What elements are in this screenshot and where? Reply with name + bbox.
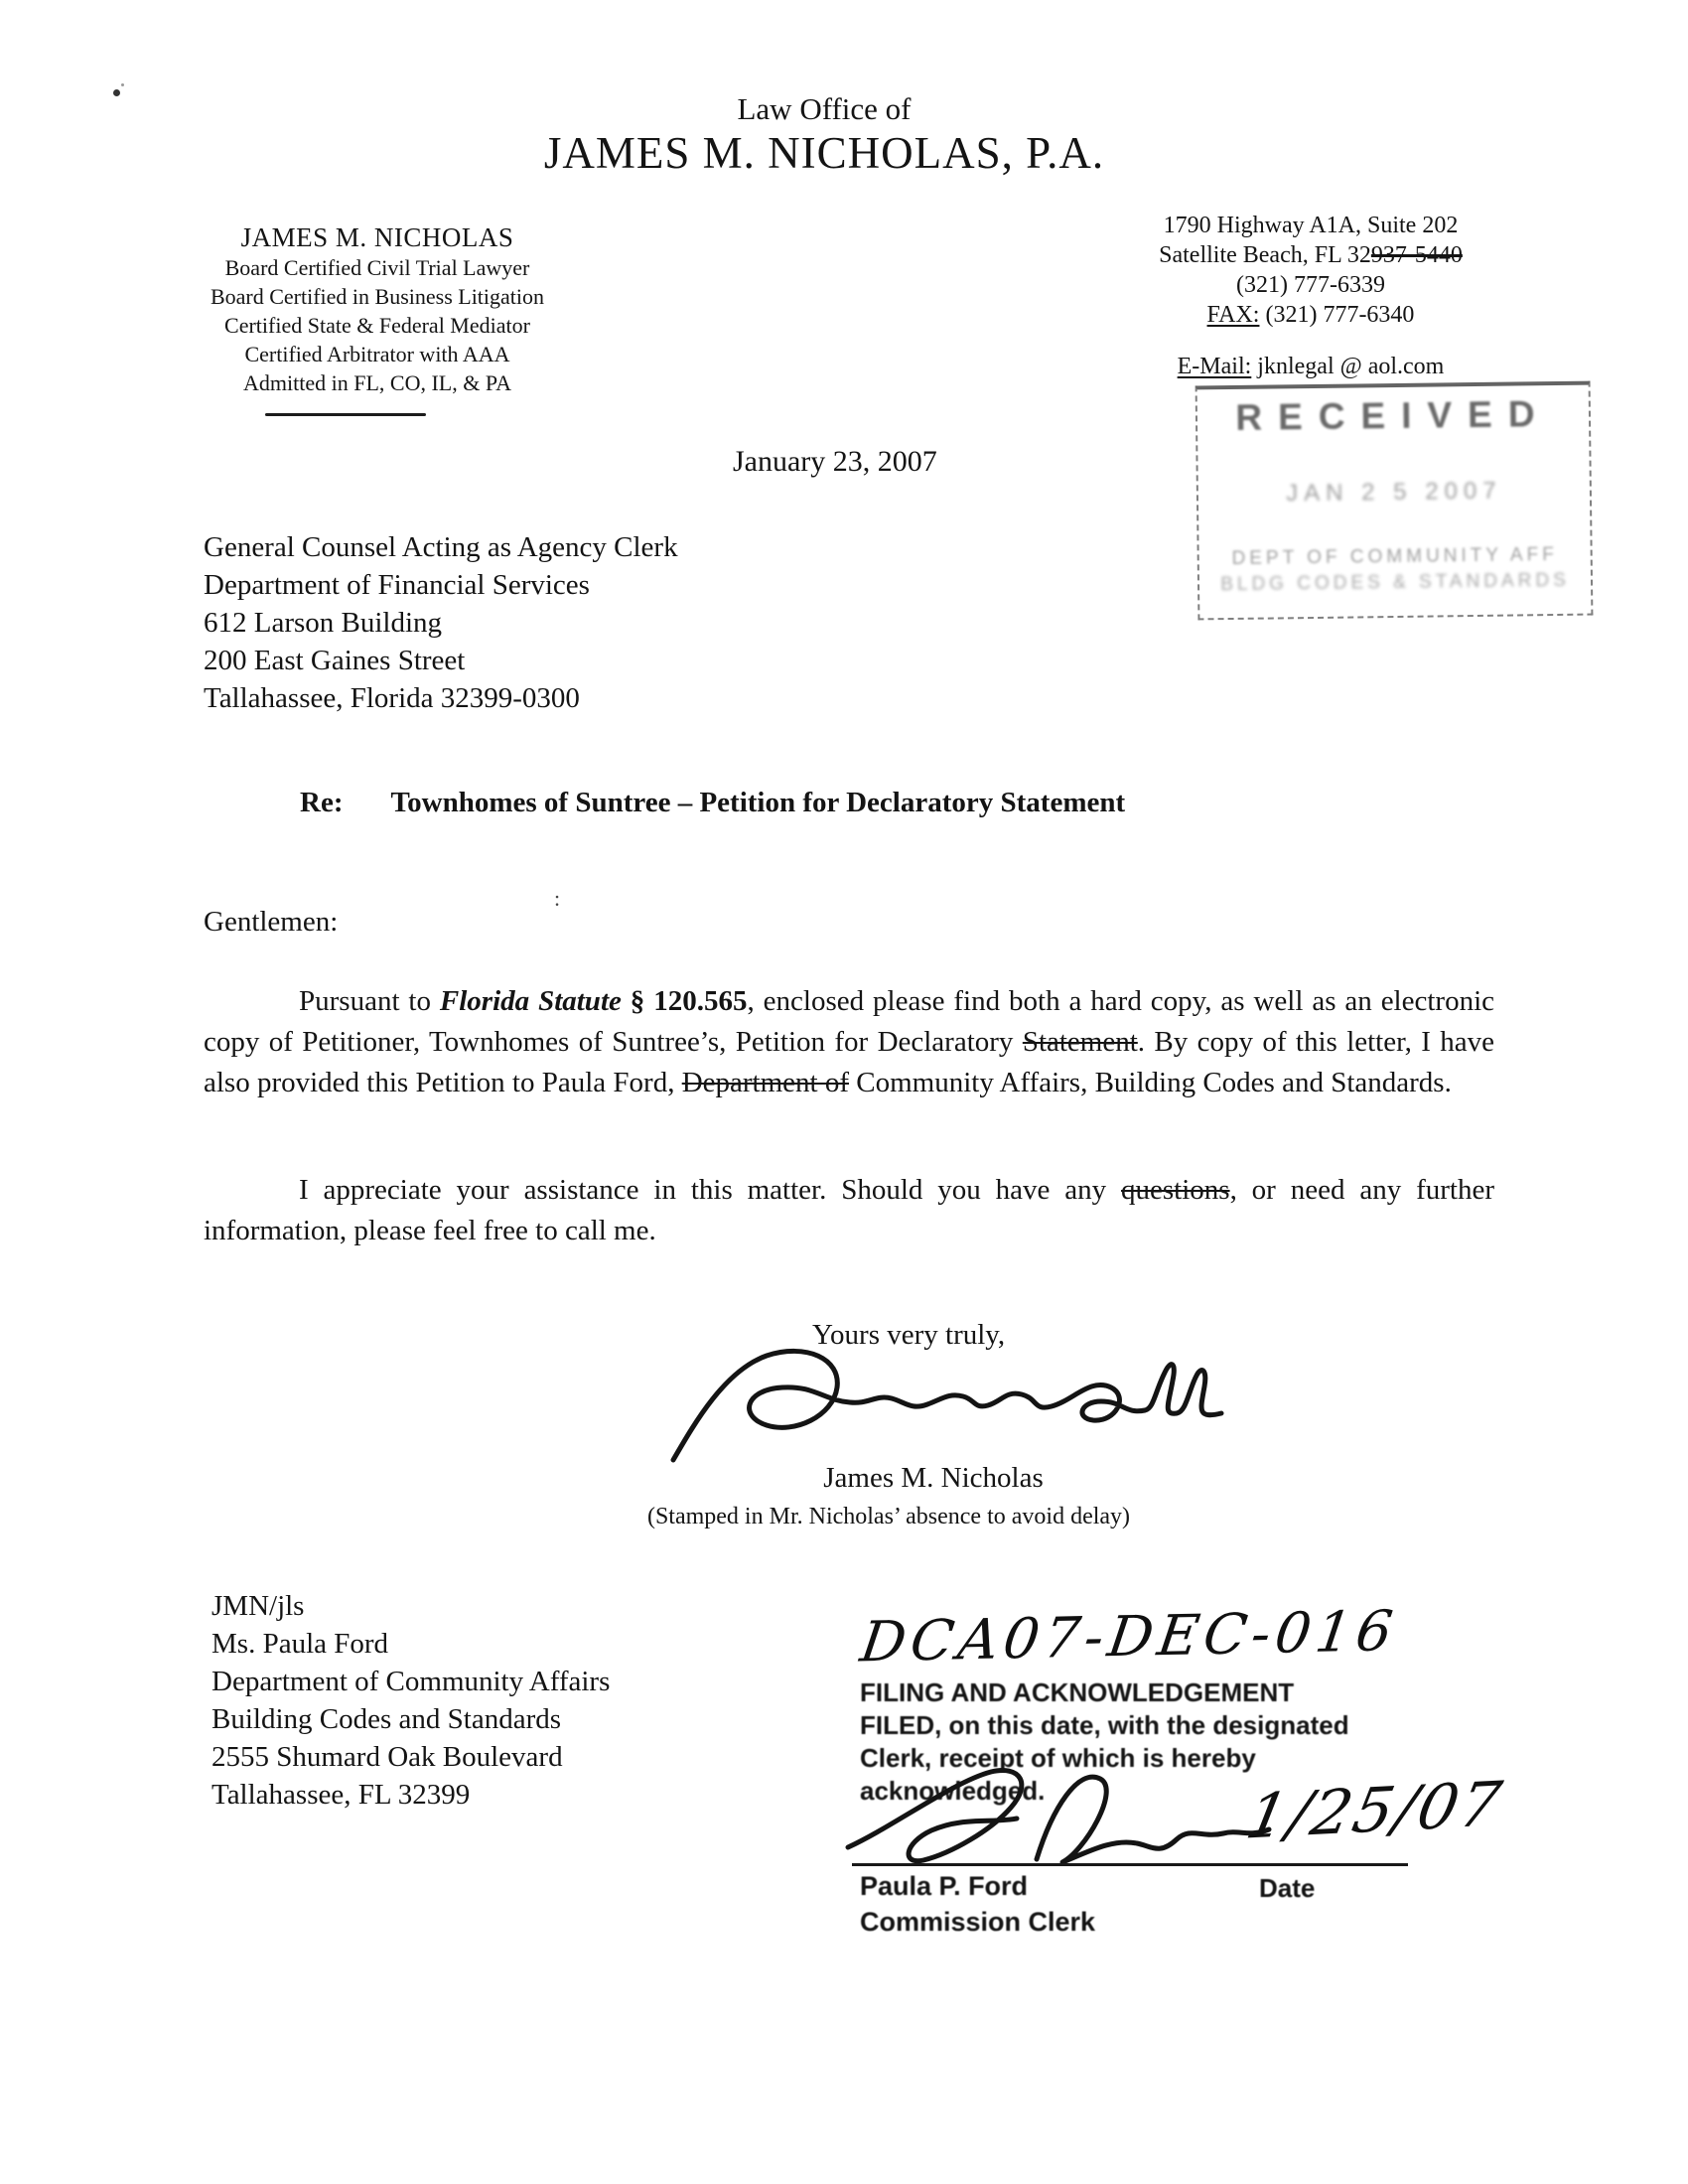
p1-text: Pursuant to [299,985,440,1017]
received-stamp-title: RECEIVED [1235,393,1551,438]
letterhead-office-line: Law Office of [737,91,912,126]
firm-address-line2 [1102,240,1519,270]
received-stamp-dept-line2: BLDG CODES & STANDARDS [1220,569,1570,596]
p1-statute-name: Florida Statute [439,985,622,1017]
firm-fax [1102,300,1519,330]
filing-stamp-title: FILING AND ACKNOWLEDGEMENT [860,1677,1295,1707]
re-label: Re: [300,787,344,818]
james-nicholas-signature [655,1343,1231,1467]
stamped-absence-note: (Stamped in Mr. Nicholas’ absence to avoid delay) [646,1504,1131,1529]
filing-stamp-line: Clerk, receipt of which is hereby [860,1743,1256,1773]
recipient-line: 200 East Gaines Street [204,645,466,676]
letter-date: January 23, 2007 [733,445,937,478]
firm-email [1102,352,1519,381]
credential-line: Certified State & Federal Mediator [224,313,530,338]
re-subject: Townhomes of Suntree – Petition for Declaratory Statement [390,787,1126,818]
cc-line: 2555 Shumard Oak Boulevard [211,1741,563,1773]
paula-ford-signature [842,1760,1279,1879]
cc-line: Tallahassee, FL 32399 [211,1779,471,1811]
scan-speck [121,83,124,86]
signature-line [852,1863,1408,1866]
cc-line: Building Codes and Standards [211,1703,562,1735]
letterhead-firm-name: JAMES M. NICHOLAS, P.A. [543,128,1105,178]
body-paragraph-1 [204,981,1494,1103]
handwritten-filing-date: 1/25/07 [1240,1767,1509,1853]
fax-number: (321) 777-6340 [1259,302,1415,328]
attorney-name: JAMES M. NICHOLAS [240,222,514,252]
recipient-line: Tallahassee, Florida 32399-0300 [204,682,580,714]
p1-statute-section: § 120.565 [621,985,748,1017]
clerk-name: Paula P. Ford [860,1871,1029,1901]
credential-line: Board Certified in Business Litigation [210,284,545,309]
firm-contact-block [1102,211,1519,381]
filing-stamp-line: FILED, on this date, with the designated [860,1710,1349,1740]
handwritten-case-number: DCA07-DEC-016 [856,1599,1402,1675]
firm-zip-struck: 937-5440 [1370,242,1463,268]
cc-line: Department of Community Affairs [211,1666,611,1697]
re-line [300,787,1125,819]
recipient-line: General Counsel Acting as Agency Clerk [204,531,678,563]
scan-artifact: : [554,886,561,911]
firm-phone: (321) 777-6339 [1236,272,1385,298]
credential-line: Certified Arbitrator with AAA [244,342,510,366]
p1-text: . By copy of this letter, I have also provided this Petition to Paula Ford, [204,1026,1494,1098]
p1-text: Community Affairs, Building Codes and Standards. [849,1067,1452,1098]
received-stamp [1196,381,1594,621]
p2-text: I appreciate your assistance in this matter. Should you have any [299,1174,1121,1206]
closing-phrase: Yours very truly, [812,1319,1006,1351]
firm-city: Satellite Beach, FL 32 [1159,242,1371,268]
firm-address-line1: 1790 Highway A1A, Suite 202 [1163,213,1459,238]
p1-text: , enclosed please find both a hard copy, as well as an electronic copy of Petitioner, Townhomes of Suntree’s, Petition for Declaratory [204,985,1495,1058]
p1-artifact-struck-word: Statement [1022,1026,1138,1058]
body-paragraph-2 [204,1170,1494,1251]
cc-line: Ms. Paula Ford [211,1628,389,1660]
p2-text: , or need any further information, please feel free to call me. [204,1174,1494,1246]
fax-label: FAX: [1206,302,1260,328]
typist-initials: JMN/jls [211,1590,305,1622]
p1-artifact-struck-word: Department of [681,1067,849,1098]
credential-line: Admitted in FL, CO, IL, & PA [243,370,511,395]
email-value: jknlegal @ aol.com [1251,354,1445,379]
email-label: E-Mail: [1177,354,1252,379]
signer-name: James M. Nicholas [823,1462,1044,1494]
p2-artifact-struck-word: questions [1121,1174,1230,1206]
received-stamp-date: JAN 2 5 2007 [1286,477,1502,508]
credential-line: Board Certified Civil Trial Lawyer [224,255,530,280]
attorney-credentials-block [179,222,576,397]
recipient-line: Department of Financial Services [204,569,590,601]
filing-stamp-line: acknowledged. [860,1776,1046,1806]
credentials-divider [265,413,426,416]
recipient-line: 612 Larson Building [204,607,443,639]
recipient-address-block [204,528,678,717]
received-stamp-dept-line1: DEPT OF COMMUNITY AFF [1231,543,1558,569]
date-label: Date [1259,1873,1316,1903]
salutation: Gentlemen: [204,906,339,938]
cc-block [211,1587,610,1814]
clerk-title: Commission Clerk [860,1907,1096,1937]
